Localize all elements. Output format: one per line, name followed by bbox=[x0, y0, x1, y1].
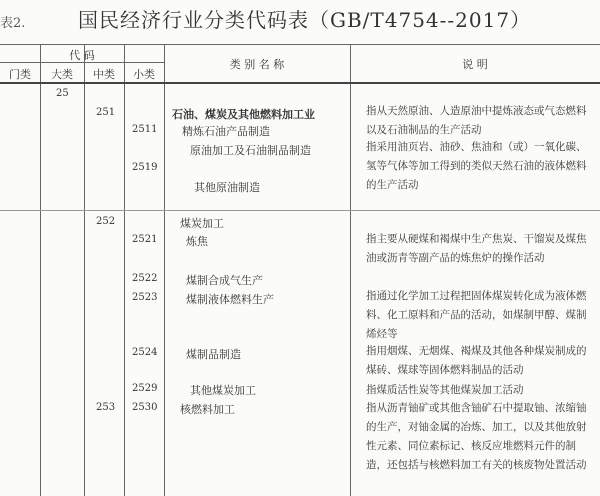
grid-line bbox=[124, 44, 125, 496]
header-name: 类 别 名 称 bbox=[229, 58, 285, 71]
cell-xiao: 2530 bbox=[132, 402, 158, 413]
page-title: 国民经济行业分类代码表（GB/T4754--2017） bbox=[78, 8, 532, 32]
cell-da: 25 bbox=[56, 88, 69, 99]
header-da: 大类 bbox=[51, 68, 73, 81]
cell-desc: 指主要从硬煤和褐煤中生产焦炭、干馏炭及煤焦油或沥青等副产品的炼焦炉的操作活动 bbox=[366, 233, 587, 264]
cell-xiao: 2522 bbox=[132, 273, 158, 284]
cell-xiao: 2521 bbox=[132, 234, 158, 245]
header-desc: 说 明 bbox=[462, 58, 488, 71]
group-separator bbox=[0, 210, 600, 211]
table-top-border bbox=[0, 44, 600, 45]
cell-zhong: 252 bbox=[96, 216, 116, 227]
cell-desc: 指采用油页岩、油砂、焦油和（或）一氧化碳、氢等气体等加工得到的类似天然石油的液体燃料的生产活动 bbox=[366, 141, 587, 191]
cell-desc: 指用烟煤、无烟煤、褐煤及其他各种煤炭制成的煤砖、煤球等固体燃料制品的活动 bbox=[366, 345, 587, 376]
cell-zhong: 251 bbox=[96, 107, 116, 118]
cell-name: 煤制品制造 bbox=[186, 348, 241, 361]
cell-desc: 指从天然原油、人造原油中提炼液态或气态燃料以及石油制品的生产活动 bbox=[366, 105, 587, 136]
header-bottom-border bbox=[0, 82, 600, 84]
header-xiao: 小类 bbox=[133, 68, 155, 81]
grid-line bbox=[164, 44, 165, 496]
cell-xiao: 2529 bbox=[132, 383, 158, 394]
cell-xiao: 2524 bbox=[132, 347, 158, 358]
cell-desc: 指煤质活性炭等其他煤炭加工活动 bbox=[366, 384, 524, 396]
cell-xiao: 2523 bbox=[132, 292, 158, 303]
cell-name: 煤炭加工 bbox=[180, 217, 224, 230]
cell-xiao: 2511 bbox=[132, 124, 158, 135]
classification-table bbox=[0, 44, 600, 496]
grid-line bbox=[40, 44, 41, 496]
cell-name: 其他煤炭加工 bbox=[190, 384, 256, 397]
header-zhong: 中类 bbox=[93, 68, 115, 81]
header-men: 门类 bbox=[9, 68, 31, 81]
cell-name: 原油加工及石油制品制造 bbox=[190, 144, 311, 157]
cell-name: 煤制液体燃料生产 bbox=[186, 293, 274, 306]
cell-zhong: 253 bbox=[96, 402, 116, 413]
cell-desc: 指通过化学加工过程把固体煤炭转化成为液体燃料、化工原料和产品的活动，如煤制甲醇、煤制烯烃等 bbox=[366, 290, 587, 340]
grid-line bbox=[84, 44, 85, 496]
cell-desc: 指从沥青铀矿或其他含铀矿石中提取铀、浓缩铀的生产，对铀金属的冶炼、加工，以及其他放射性元素、同位素标记、核反应堆燃料元件的制造，还包括与核燃料加工有关的核废物处置活动 bbox=[366, 402, 587, 471]
cell-name: 煤制合成气生产 bbox=[186, 274, 263, 287]
cell-name: 石油、煤炭及其他燃料加工业 bbox=[172, 108, 315, 121]
cell-name: 其他原油制造 bbox=[194, 181, 260, 194]
table-number-mark: 表2. bbox=[0, 16, 26, 31]
grid-line bbox=[350, 44, 351, 496]
header-code: 代 码 bbox=[69, 49, 95, 62]
cell-xiao: 2519 bbox=[132, 162, 158, 173]
cell-name: 核燃料加工 bbox=[180, 403, 235, 416]
cell-name: 炼焦 bbox=[186, 235, 208, 248]
cell-name: 精炼石油产品制造 bbox=[182, 125, 270, 138]
